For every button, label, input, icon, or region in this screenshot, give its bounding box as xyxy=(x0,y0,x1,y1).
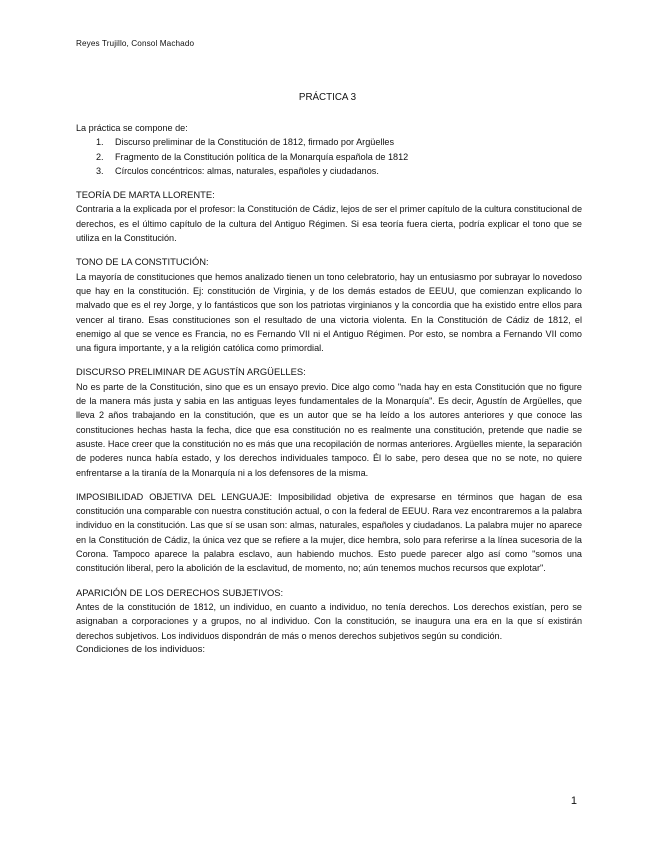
list-item-text: Discurso preliminar de la Constitución de 1812, firmado por Argüelles xyxy=(115,137,395,148)
component-list xyxy=(76,135,582,178)
section-imposibilidad-lenguaje xyxy=(76,490,582,576)
list-item xyxy=(96,164,582,178)
section-body: IMPOSIBILIDAD OBJETIVA DEL LENGUAJE: Imposibilidad objetiva de expresarse en términos que hagan de esa constitución una comparable con nuestra constitución actual, o con la federal de EEUU. Rara vez encontraremos a la palabra individuo en la constitución. Las que sí se usan son: almas, naturales, españoles y ciudadanos. La palabra mujer no aparece en la Constitución de Cádiz, la única vez que se refiere a la mujer, dice hembra, solo para referirse a la línea sucesoria de la Corona. Tampoco aparece la palabra esclavo, aun habiendo muchos. Esto puede parecer algo así como "somos una constitución liberal, pero la abolición de la esclavitud, de momento, no; aún tenemos muchos recursos que explotar". xyxy=(76,491,582,574)
list-item xyxy=(96,150,582,164)
section-body: Contraria a la explicada por el profesor: la Constitución de Cádiz, lejos de ser el primer capítulo de la cultura constitucional de derechos, es el último capítulo de la cultura del Antiguo Régimen. Si esa teoría fuera cierta, podría explicar el tono que se utiliza en la Constitución. xyxy=(76,204,582,244)
section-marta-llorente xyxy=(76,188,582,245)
section-discurso-preliminar xyxy=(76,365,582,479)
section-heading: DISCURSO PRELIMINAR DE AGUSTÍN ARGÜELLES: xyxy=(76,366,306,378)
list-item-number: 2. xyxy=(96,151,104,162)
list-item-text: Fragmento de la Constitución política de la Monarquía española de 1812 xyxy=(115,151,409,162)
section-body: No es parte de la Constitución, sino que es un ensayo previo. Dice algo como "nada hay en esta Constitución que no figure de la manera más justa y sabia en las antiguas leyes fundamentales de la Monarquía". Es decir, Agustín de Argüelles, que lleva 2 años trabajando en la constitución, que es un autor que se ha leído a los autores anteriores y que conoce las constituciones hechas hasta la fecha, dice que esa constitución no es realmente una constitución, pretende que nadie se asuste. Hace creer que la constitución no es más que una recopilación de normas anteriores. Argüelles miente, la separación de poderes nunca había estado, y los derechos individuales tampoco. Él lo sabe, pero desea que no se note, no quiere enfrentarse a la tiranía de la Monarquía ni a los defensores de la misma. xyxy=(76,381,582,478)
document-body xyxy=(76,121,582,657)
page-header-author: Reyes Trujillo, Consol Machado xyxy=(76,39,195,48)
section-body: La mayoría de constituciones que hemos analizado tienen un tono celebratorio, hay un entusiasmo por subrayar lo novedoso que hay en la constitución. Ej: constitución de Virginia, y de los demás estados de EEUU, que comienzan explicando lo malvado que es el rey Jorge, y lo fantásticos que son los patriotas virginianos y la concordia que ha existido entre ellos para vencer al tirano. Esas constituciones son el resultado de una victoria violenta. En la Constitución de Cádiz de 1812, el enemigo al que se vence es Francia, no es Fernando VII ni el Antiguo Régimen. Por esto, se nombra a Fernando VII como una figura importante, y a la religión católica como primordial. xyxy=(76,271,582,354)
closing-heading: Condiciones de los individuos: xyxy=(76,643,206,655)
list-item xyxy=(96,135,582,149)
section-body: Antes de la constitución de 1812, un individuo, en cuanto a individuo, no tenía derechos. Los derechos existían, pero se asignaban a corporaciones y a grupos, no al individuo. Con la constitución, se inaugura una era en la que sí existirán derechos subjetivos. Los individuos dispondrán de más o menos derechos subjetivos según su condición. xyxy=(76,601,582,641)
section-derechos-subjetivos xyxy=(76,586,582,643)
list-item-text: Círculos concéntricos: almas, naturales, españoles y ciudadanos. xyxy=(115,165,379,176)
list-item-number: 3. xyxy=(96,165,104,176)
section-tono xyxy=(76,255,582,355)
section-heading: TEORÍA DE MARTA LLORENTE: xyxy=(76,189,215,201)
page-number: 1 xyxy=(570,795,577,807)
page-title: PRÁCTICA 3 xyxy=(298,92,357,103)
section-heading: TONO DE LA CONSTITUCIÓN: xyxy=(76,256,209,268)
section-heading: APARICIÓN DE LOS DERECHOS SUBJETIVOS: xyxy=(76,586,284,598)
intro-lead: La práctica se compone de: xyxy=(76,123,188,133)
list-item-number: 1. xyxy=(96,137,104,148)
